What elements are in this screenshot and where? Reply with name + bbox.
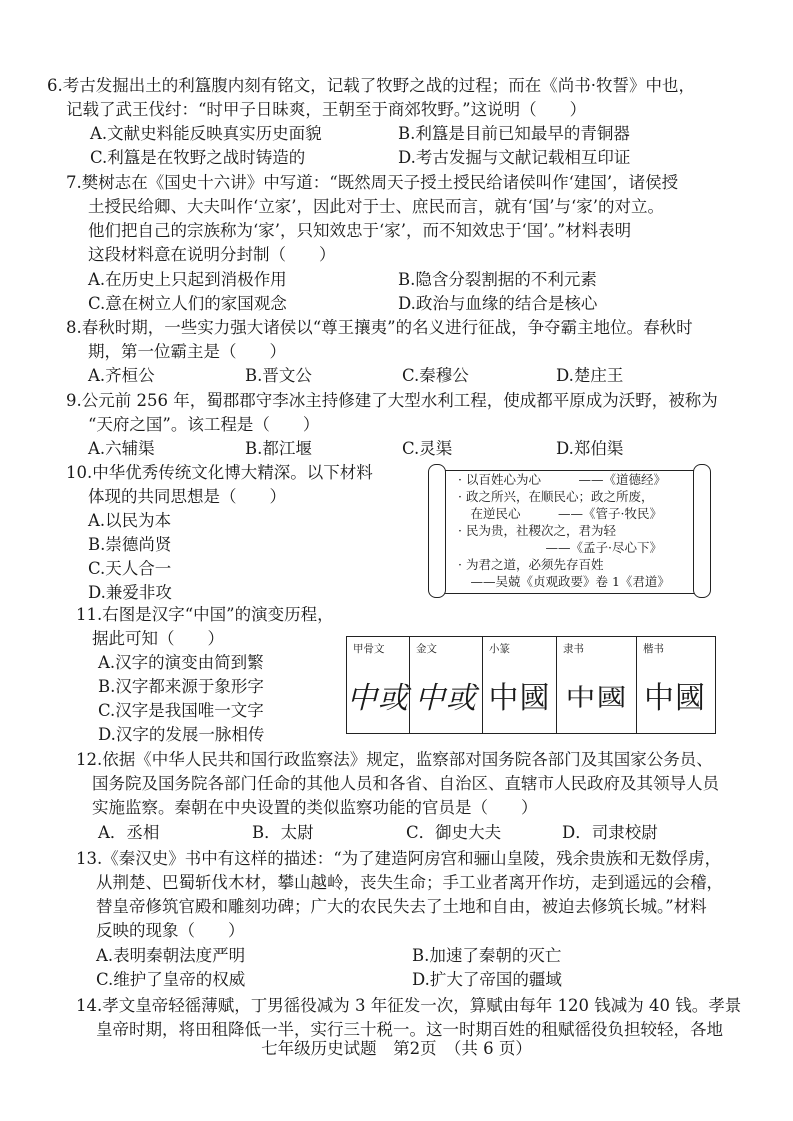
q10-stem-line2: 体现的共同思想是（ ） (88, 487, 286, 506)
q9-stem-line2: “天府之国”。该工程是（ ） (88, 415, 320, 434)
q11-option-d: D.汉字的发展一脉相传 (98, 725, 265, 744)
q10-material-scroll (428, 462, 711, 600)
q10-stem-line1: 10.中华优秀传统文化博大精深。以下材料 (66, 463, 373, 482)
scroll-quote-daodejing: · 以百姓心为心 ——《道德经》 (458, 472, 666, 487)
q13-option-d: D.扩大了帝国的疆域 (412, 970, 562, 989)
q12-stem-line3: 实施监察。秦朝在中央设置的类似监察功能的官员是（ ） (92, 798, 538, 817)
zhongguo-evolution-table (346, 636, 716, 734)
glyph-kaishu: 中國 (644, 681, 706, 716)
q7-stem-line2: 土授民给卿、大夫叫作‘立家’，因此对于士、庶民而言，就有‘国’与‘家’的对立。 (88, 197, 664, 216)
scroll-quote-mengzi-1: · 民为贵，社稷次之，君为轻 (458, 523, 616, 538)
q14-stem-line1: 14.孝文皇帝轻徭薄赋，丁男徭役减为 3 年征发一次，算赋由每年 120 钱减为 40 钱。孝景 (76, 996, 742, 1015)
q6-option-a: A.文献史料能反映真实历史面貌 (90, 124, 322, 143)
page-footer: 七年级历史试题 第2页 （共 6 页） (261, 1039, 532, 1058)
scroll-roll-left (428, 464, 446, 598)
q14-stem-line2: 皇帝时期，将田租降低一半，实行三十税一。这一时期百姓的租赋徭役负担较轻，各地 (96, 1020, 723, 1039)
q13-stem-line2: 从荆楚、巴蜀斩伐木材，攀山越岭，丧失生命；手工业者离开作坊，走到遥远的会稽， (96, 873, 723, 892)
q6-option-b: B.利簋是目前已知最早的青铜器 (398, 124, 630, 143)
q9-stem-line1: 9.公元前 256 年，蜀郡郡守李冰主持修建了大型水利工程，使成都平原成为沃野，被称为 (66, 391, 718, 410)
q13-stem-line1: 13.《秦汉史》书中有这样的描述：“为了建造阿房宫和骊山皇陵，残余贵族和无数俘虏， (76, 849, 722, 868)
q10-option-c: C.天人合一 (88, 559, 172, 578)
scroll-quote-zhenguan-1: · 为君之道，必须先存百姓 (458, 557, 604, 572)
q11-stem-line2: 据此可知（ ） (92, 629, 224, 648)
q11-option-c: C.汉字是我国唯一文字 (98, 701, 264, 720)
q8-stem-line2: 期，第一位霸主是（ ） (88, 342, 286, 361)
q9-option-d: D.郑伯渠 (556, 439, 624, 458)
q7-stem-line3: 他们把自己的宗族称为‘家’，只知效忠于‘家’，而不知效忠于‘国’。”材料表明 (88, 221, 632, 240)
q12-option-c: C．御史大夫 (406, 823, 502, 842)
q12-option-d: D．司隶校尉 (562, 823, 658, 842)
q13-option-c: C.维护了皇帝的权威 (96, 970, 246, 989)
q8-option-d: D.楚庄王 (556, 366, 624, 385)
q13-option-b: B.加速了秦朝的灭亡 (412, 946, 562, 965)
scroll-quote-guanzi-2: 在逆民心 ——《管子·牧民》 (458, 506, 662, 521)
q13-option-a: A.表明秦朝法度严明 (96, 946, 246, 965)
q9-option-b: B.都江堰 (245, 439, 312, 458)
q11-option-b: B.汉字都来源于象形字 (98, 677, 264, 696)
q8-option-a: A.齐桓公 (88, 366, 155, 385)
q7-option-b: B.隐含分裂割据的不利元素 (398, 270, 597, 289)
q8-option-c: C.秦穆公 (402, 366, 469, 385)
q10-option-a: A.以民为本 (88, 511, 172, 530)
q7-stem-line1: 7.樊树志在《国史十六讲》中写道：“既然周天子授土授民给诸侯叫作‘建国’，诸侯授 (66, 173, 679, 192)
header-lishu: 隶书 (563, 643, 584, 655)
q7-option-a: A.在历史上只起到消极作用 (88, 270, 287, 289)
q7-stem-line4: 这段材料意在说明分封制（ ） (88, 245, 336, 264)
col-lishu (557, 637, 637, 733)
q9-option-c: C.灵渠 (402, 439, 453, 458)
header-kaishu: 楷书 (643, 643, 664, 655)
header-xiaozhuan: 小篆 (489, 643, 510, 655)
col-kaishu (637, 637, 713, 733)
q12-stem-line2: 国务院及国务院各部门任命的其他人员和各省、自治区、直辖市人民政府及其领导人员 (92, 774, 719, 793)
q7-option-c: C.意在树立人们的家国观念 (88, 294, 287, 313)
q12-stem-line1: 12.依据《中华人民共和国行政监察法》规定，监察部对国务院各部门及其国家公务员、 (76, 750, 713, 769)
q12-option-a: A．丞相 (98, 823, 160, 842)
scroll-quote-guanzi-1: · 政之所兴，在顺民心；政之所废， (458, 489, 654, 504)
q12-option-b: B．太尉 (252, 823, 314, 842)
col-xiaozhuan (483, 637, 557, 733)
scroll-quote-mengzi-2: ——《孟子·尽心下》 (458, 540, 662, 555)
glyph-lishu: 中國 (565, 683, 628, 712)
q10-option-d: D.兼爱非攻 (88, 583, 172, 602)
glyph-jiaguwen: 中或 (347, 681, 409, 716)
col-jiaguwen (347, 637, 410, 733)
scroll-quote-zhenguan-2: ——吴兢《贞观政要》卷 1《君道》 (458, 574, 670, 589)
q6-stem-line1: 6.考古发掘出土的利簋腹内刻有铭文，记载了牧野之战的过程；而在《尚书·牧誓》中也， (47, 76, 695, 95)
q10-option-b: B.崇德尚贤 (88, 535, 172, 554)
col-jinwen (410, 637, 483, 733)
q9-option-a: A.六辅渠 (88, 439, 155, 458)
glyph-xiaozhuan: 中國 (488, 681, 551, 716)
q8-stem-line1: 8.春秋时期，一些实力强大诸侯以“尊王攘夷”的名义进行征战，争夺霸主地位。春秋时 (66, 318, 693, 337)
q13-stem-line4: 反映的现象（ ） (96, 921, 245, 940)
q8-option-b: B.晋文公 (245, 366, 312, 385)
q6-option-d: D.考古发掘与文献记载相互印证 (398, 148, 631, 167)
q11-option-a: A.汉字的演变由简到繁 (98, 653, 264, 672)
header-jiaguwen: 甲骨文 (353, 643, 385, 655)
q6-option-c: C.利簋是在牧野之战时铸造的 (90, 148, 306, 167)
q7-option-d: D.政治与血缘的结合是核心 (398, 294, 598, 313)
q11-stem-line1: 11.右图是汉字“中国”的演变历程， (76, 605, 334, 624)
q6-stem-line2: 记载了武王伐纣：“时甲子日昧爽，王朝至于商郊牧野。”这说明（ ） (66, 100, 587, 119)
header-jinwen: 金文 (416, 643, 437, 655)
scroll-roll-right (693, 464, 711, 598)
q13-stem-line3: 替皇帝修筑官殿和雕刻功碑；广大的农民失去了土地和自由，被迫去修筑长城。”材料 (96, 897, 707, 916)
glyph-jinwen: 中或 (415, 681, 477, 716)
